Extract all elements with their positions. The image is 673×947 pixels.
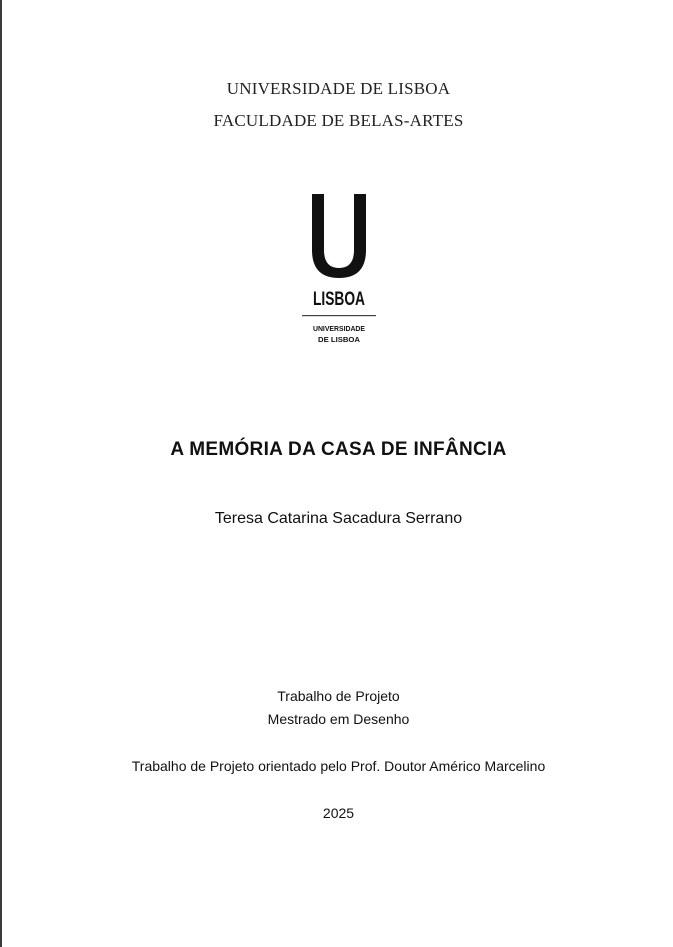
author-name: Teresa Catarina Sacadura Serrano — [214, 510, 463, 527]
year: 2025 — [322, 805, 355, 821]
supervision-line: Trabalho de Projeto orientado pelo Prof. Doutor Américo Marcelino — [131, 758, 546, 774]
logo-wordmark: LISBOA — [313, 289, 366, 310]
faculty-name: FACULDADE DE BELAS-ARTES — [213, 111, 464, 130]
logo-subtitle-1: UNIVERSIDADE — [313, 324, 365, 333]
document-title: A MEMÓRIA DA CASA DE INFÂNCIA — [170, 439, 507, 460]
ulisboa-logo-icon — [298, 190, 380, 350]
work-type: Trabalho de Projeto — [277, 688, 400, 704]
university-name: UNIVERSIDADE DE LISBOA — [226, 79, 451, 98]
logo-subtitle-2: DE LISBOA — [318, 335, 361, 344]
degree: Mestrado em Desenho — [267, 711, 410, 727]
